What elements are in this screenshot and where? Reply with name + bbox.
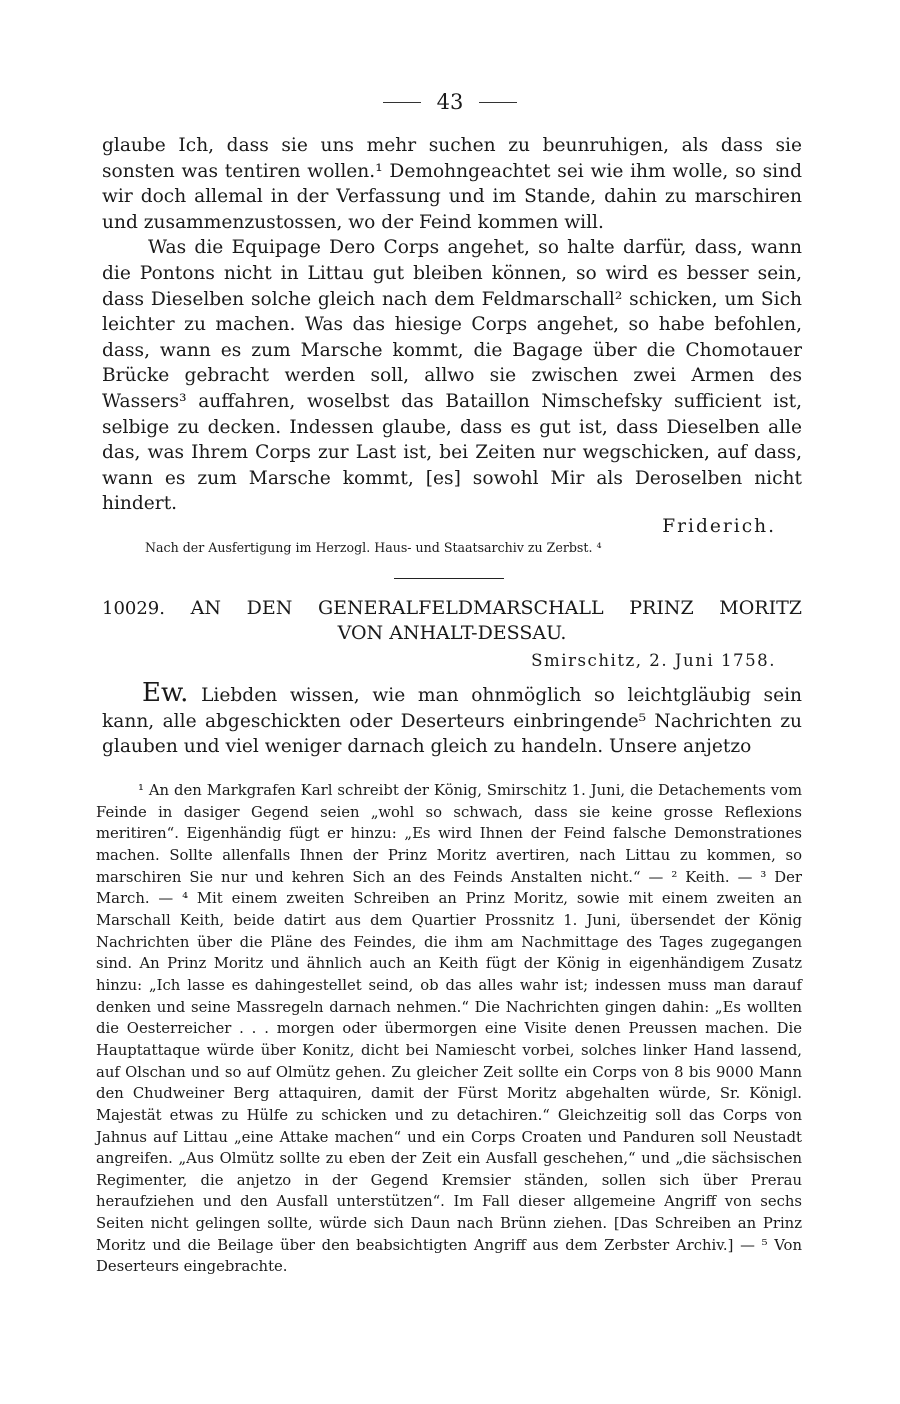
page-number: 43 — [421, 90, 480, 114]
paragraph-2: Was die Equipage Dero Corps angehet, so halte darfür, dass, wann die Pontons nicht in Littau gut bleiben können, so wird es besser sein, dass Dieselben solche gleich nach dem Feldmarschall² schicken, um Sich leichter zu machen. Was das hiesige Corps angehet, so habe befohlen, dass, wann es zum Marsche kommt, die Bagage über die Chomotauer Brücke gebracht werden soll, allwo sie zwischen zwei Armen des Wassers³ auffahren, woselbst das Bataillon Nimschefsky sufficient ist, selbige zu decken. Indessen glaube, dass es gut ist, dass Dieselben alle das, was Ihrem Corps zur Last ist, bei Zeiten nur wegschicken, auf dass, wann es zum Marsche kommt, [es] sowohl Mir als Deroselben nicht hindert. — [102, 237, 802, 515]
paragraph-1: glaube Ich, dass sie uns mehr suchen zu beunruhigen, als dass sie sonsten was tentiren wollen.¹ Demohngeachtet sei wie ihm wolle, so sind wir doch allemal in der Verfassung und im Stande, dahin zu marschiren und zusammenzustossen, wo der Feind kommen will. — [102, 135, 802, 233]
letter-heading — [102, 596, 802, 646]
letter-body — [102, 678, 802, 760]
letter-initial: Ew. — [142, 678, 189, 708]
footnotes — [96, 780, 802, 1278]
source-note: Nach der Ausfertigung im Herzogl. Haus- und Staatsarchiv zu Zerbst. ⁴ — [145, 540, 602, 555]
letter-paragraph — [102, 678, 802, 760]
dateline: Smirschitz, 2. Juni 1758. — [531, 651, 776, 670]
section-divider — [394, 578, 504, 579]
letter-text: Liebden wissen, wie man ohnmöglich so leichtgläubig sein kann, alle abgeschickten oder Deserteurs einbringende⁵ Nachrichten zu glauben und viel weniger darnach gleich zu handeln. Unsere anjetzo — [102, 685, 802, 758]
letter-heading-line2: VON ANHALT-DESSAU. — [337, 622, 567, 644]
signature: Friderich. — [662, 516, 776, 537]
main-text — [102, 133, 802, 517]
page-header — [0, 90, 900, 114]
letter-number: 10029. — [102, 598, 165, 619]
footnotes-text: ¹ An den Markgrafen Karl schreibt der König, Smirschitz 1. Juni, die Detachements vom Feinde in dasiger Gegend seien „wohl so schwach, dass sie keine grosse Reflexions meritiren“. Eigenhändig fügt er hinzu: „Es wird Ihnen der Feind falsche Demonstrationes machen. Sollte allenfalls Ihnen der Prinz Moritz avertiren, nach Littau zu kommen, so marschiren Sie nur und kehren Sich an des Feinds Anstalten nicht.“ — ² Keith. — ³ Der March. — ⁴ Mit einem zweiten Schreiben an Prinz Moritz, sowie mit einem zweiten an Marschall Keith, beide datirt aus dem Quartier Prossnitz 1. Juni, übersendet der König Nachrichten über die Pläne des Feindes, die ihm am Nachmittage des Tages zugegangen sind. An Prinz Moritz und ähnlich auch an Keith fügt der König in eigenhändigem Zusatz hinzu: „Ich lasse es dahingestellet seind, ob das alles wahr ist; indessen muss man darauf denken und seine Massregeln darnach nehmen.“ Die Nachrichten gingen dahin: „Es wollten die Oesterreicher . . . morgen oder übermorgen eine Visite denen Preussen machen. Die Hauptattaque würde über Konitz, dicht bei Namiescht vorbei, solches linker Hand lassend, auf Olschan und so auf Olmütz gehen. Zu gleicher Zeit sollte ein Corps von 8 bis 9000 Mann den Chudweiner Berg attaquiren, damit der Fürst Moritz abgehalten würde, Sr. Königl. Majestät etwas zu Hülfe zu schicken und zu detachiren.“ Gleichzeitig soll das Corps von Jahnus auf Littau „eine Attake machen“ und ein Corps Croaten und Panduren soll Neustadt angreifen. „Aus Olmütz sollte zu eben der Zeit ein Ausfall geschehen,“ und „die sächsischen Regimenter, die anjetzo in der Gegend Kremsier ständen, sollen sich über Prerau heraufziehen und den Ausfall unterstützen“. Im Fall dieser allgemeine Angriff von sechs Seiten nicht gelingen sollte, würde sich Daun nach Brünn ziehen. [Das Schreiben an Prinz Moritz und die Beilage über den beabsichtigten Angriff aus dem Zerbster Archiv.] — ⁵ Von Deserteurs eingebrachte. — [96, 782, 802, 1276]
letter-heading-line1: AN DEN GENERALFELDMARSCHALL PRINZ MORITZ — [190, 597, 802, 619]
